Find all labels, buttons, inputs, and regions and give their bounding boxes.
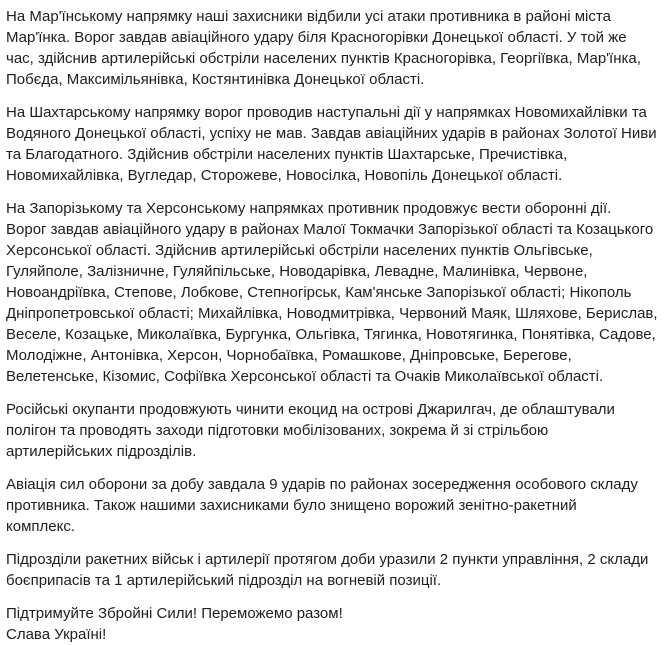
text-line: На Мар'їнському напрямку наші захисники відбили усі атаки противника в районі міста: [6, 8, 611, 25]
text-line: На Шахтарському напрямку ворог проводив наступальні дії у напрямках Новомихайлівки та: [6, 104, 647, 121]
text-line: Водяного Донецької області, успіху не мав. Завдав авіаційних ударів в районах Золотої Ниви: [6, 125, 657, 142]
paragraph-marinka-direction: [6, 6, 661, 90]
text-line: Велетенське, Кізомис, Софіївка Херсонської області та Очаків Миколаївської області.: [6, 368, 604, 385]
text-line: Підтримуйте Збройні Сили! Переможемо разом!: [6, 605, 343, 622]
text-line: Новоандріївка, Степове, Лобкове, Степногірськ, Кам'янське Запорізької області; Нікополь: [6, 284, 632, 301]
paragraph-aviation-strikes: [6, 474, 661, 537]
text-line: Новомихайлівка, Вугледар, Сторожеве, Новосілка, Новопіль Донецької області.: [6, 167, 563, 184]
text-line: артилерійських підрозділів.: [6, 443, 197, 460]
text-line: Дніпропетровської області; Михайлівка, Новодмитрівка, Червоний Маяк, Шляхове, Берислав,: [6, 305, 658, 322]
text-line: Мар'їнка. Ворог завдав авіаційного удару біля Красногорівки Донецької області. У той же: [6, 29, 627, 46]
paragraph-dzharylhach-ecocide: [6, 399, 661, 462]
text-line: Ворог завдав авіаційного удару в районах Малої Токмачки Запорізької області та Козацького: [6, 221, 654, 238]
text-line: Веселе, Козацьке, Миколаївка, Бургунка, Ольгівка, Тягинка, Новотягинка, Понятівка, Садове,: [6, 326, 656, 343]
text-line: та Благодатного. Здійснив обстріли населених пунктів Шахтарське, Пречистівка,: [6, 146, 568, 163]
paragraph-missile-artillery-strikes: [6, 549, 661, 591]
text-line: противника. Також нашими захисниками було знищено ворожий зенітно-ракетний: [6, 497, 577, 514]
text-line: час, здійснив артилерійські обстріли населених пунктів Красногорівка, Георгіївка, Мар'їнка,: [6, 50, 641, 67]
text-line: На Запорізькому та Херсонському напрямках противник продовжує вести оборонні дії.: [6, 200, 612, 217]
text-line: Херсонської області. Здійснив артилерійські обстріли населених пунктів Ольгівське,: [6, 242, 593, 259]
text-line: Побєда, Максимільянівка, Костянтинівка Донецької області.: [6, 71, 425, 88]
text-line: Молодіжне, Антонівка, Херсон, Чорнобаївка, Ромашкове, Дніпровське, Берегове,: [6, 347, 572, 364]
text-line: Російські окупанти продовжують чинити екоцид на острові Джарилгач, де облаштували: [6, 401, 615, 418]
text-line: комплекс.: [6, 518, 76, 535]
text-line: Підрозділи ракетних військ і артилерії протягом доби уразили 2 пункти управління, 2 склади: [6, 551, 649, 568]
paragraph-shakhtarsk-direction: [6, 102, 661, 186]
text-line: Гуляйполе, Залізничне, Гуляйпільське, Новодарівка, Левадне, Малинівка, Червоне,: [6, 263, 588, 280]
text-line: боєприпасів та 1 артилерійський підрозділ на вогневій позиції.: [6, 572, 442, 589]
paragraph-zaporizhzhia-kherson-directions: [6, 198, 661, 387]
text-line: Авіація сил оборони за добу завдала 9 ударів по районах зосередження особового складу: [6, 476, 638, 493]
paragraph-closing-slogan: [6, 603, 661, 645]
text-line: Слава Україні!: [6, 626, 107, 643]
text-line: полігон та проводять заходи підготовки мобілізованих, зокрема й зі стрільбою: [6, 422, 549, 439]
